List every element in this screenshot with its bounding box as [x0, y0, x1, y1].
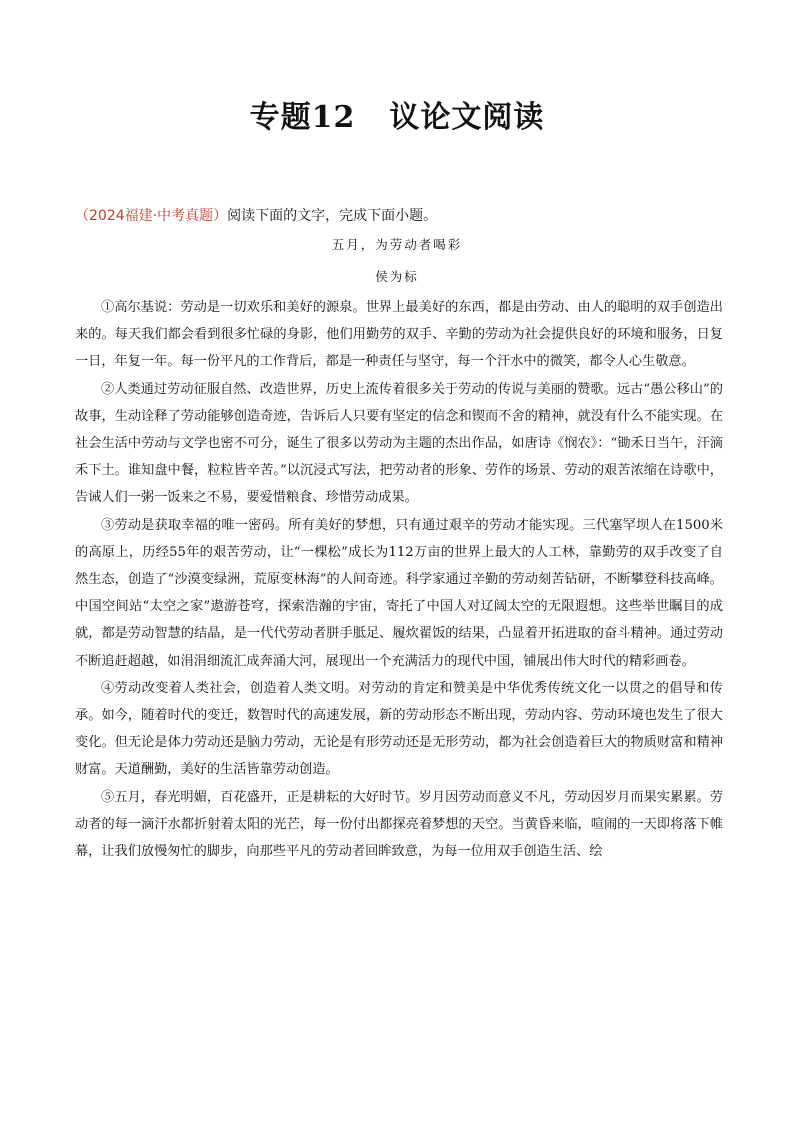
essay-author: 侯为标: [375, 269, 419, 284]
question-intro: [75, 205, 437, 225]
question-instruction: 阅读下面的文字，完成下面小题。: [227, 208, 438, 224]
title-topic-number: 专题12: [249, 100, 356, 135]
essay-paragraph-5: ⑤五月，春光明媚，百花盛开，正是耕耘的大好时节。岁月因劳动而意义不凡，劳动因岁月而果实累累。劳动者的每一滴汗水都折射着太阳的光芒，每一份付出都探亮着梦想的天空。当黄昏来临，喧闹的一天即将落下帷幕，让我们放慢匆忙的脚步，向那些平凡的劳动者回眸致意，为每一位用双手创造生活、绘: [75, 789, 723, 860]
essay-paragraph-1: ①高尔基说：劳动是一切欢乐和美好的源泉。世界上最美好的东西，都是由劳动、由人的聪明的双手创造出来的。每天我们都会看到很多忙碌的身影，他们用勤劳的双手、辛勤的劳动为社会提供良好的环境和服务，日复一日，年复一年。每一份平凡的工作背后，都是一种责任与坚守，每一个汗水中的微笑，都令人心生敬意。: [75, 300, 723, 370]
page-title: [0, 92, 794, 136]
essay-paragraph-2: ②人类通过劳动征服自然、改造世界，历史上流传着很多关于劳动的传说与美丽的赞歌。远古“愚公移山”的故事，生动诠释了劳动能够创造奇迹，告诉后人只要有坚定的信念和锲而不舍的精神，就没有什么不能实现。在社会生活中劳动与文学也密不可分，诞生了很多以劳动为主题的杰出作品，如唐诗《悯农》：“锄禾日当午，汗滴禾下土。谁知盘中餐，粒粒皆辛苦。”以沉浸式写法，把劳动者的形象、劳作的场景、劳动的艰苦浓缩在诗歌中，告诫人们一粥一饭来之不易，要爱惜粮食、珍惜劳动成果。: [75, 381, 723, 506]
essay-title: 五月，为劳动者喝彩: [331, 237, 463, 252]
title-topic-name: 议论文阅读: [389, 100, 545, 135]
essay-body: [75, 294, 723, 865]
essay-paragraph-3: ③劳动是获取幸福的唯一密码。所有美好的梦想，只有通过艰辛的劳动才能实现。三代塞罕坝人在1500米的高原上，历经55年的艰苦劳动，让“一棵松”成长为112万亩的世界上最大的人工林，靠勤劳的双手改变了自然生态，创造了“沙漠变绿洲，荒原变林海”的人间奇迹。科学家通过辛勤的劳动刻苦钻研，不断攀登科技高峰。中国空间站“太空之家”遨游苍穹，探索浩瀚的宇宙，寄托了中国人对辽阔太空的无限遐想。这些举世瞩目的成就，都是劳动智慧的结晶，是一代代劳动者胼手胝足、履炊翟饭的结果，凸显着开拓进取的奋斗精神。通过劳动不断追赶超越，如涓涓细流汇成奔涌大河，展现出一个充满活力的现代中国，铺展出伟大时代的精彩画卷。: [75, 517, 723, 669]
essay-paragraph-4: ④劳动改变着人类社会，创造着人类文明。对劳动的肯定和赞美是中华优秀传统文化一以贯之的倡导和传承。如今，随着时代的变迁，数智时代的高速发展，新的劳动形态不断出现，劳动内容、劳动环境也发生了很大变化。但无论是体力劳动还是脑力劳动，无论是有形劳动还是无形劳动，都为社会创造着巨大的物质财富和精神财富。天道酬勤，美好的生活皆靠劳动创造。: [75, 680, 723, 778]
question-source-tag: （2024福建·中考真题）: [75, 208, 228, 224]
